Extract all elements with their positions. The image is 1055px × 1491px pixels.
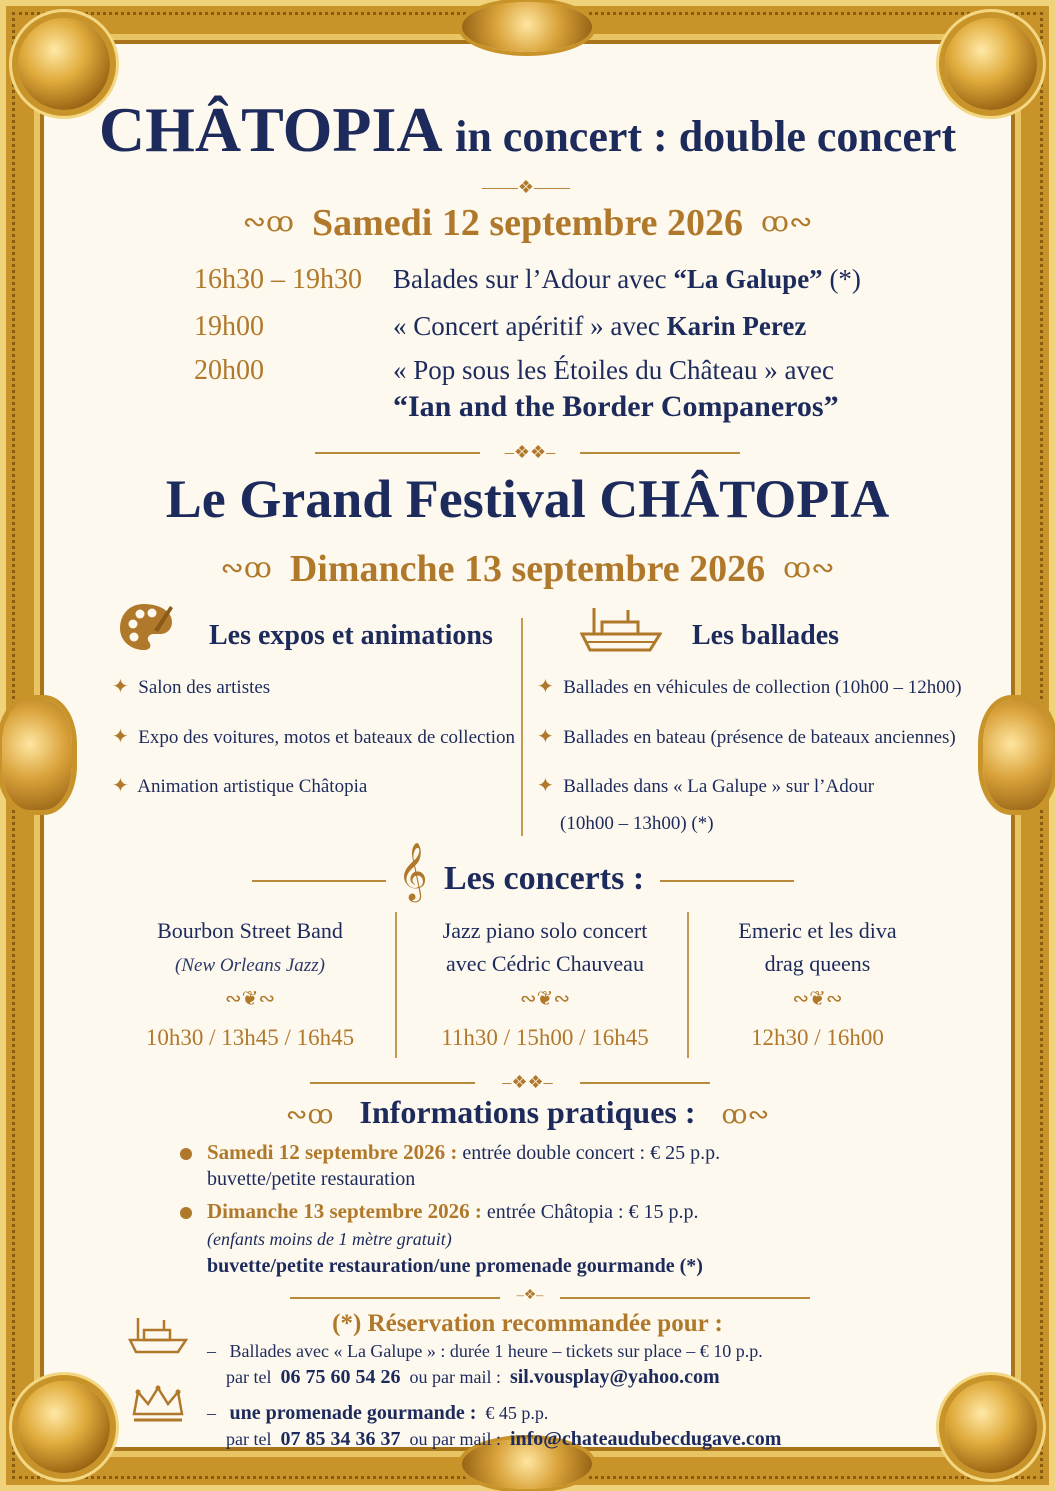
concert-times: 12h30 / 16h00 — [751, 1025, 884, 1050]
divider — [660, 880, 794, 882]
mini-ornament-icon: ∾❦∾ — [519, 988, 571, 1010]
star-bullet-icon: ✦ — [537, 726, 554, 748]
info-sunday-note: (enfants moins de 1 mètre gratuit) — [207, 1229, 452, 1249]
reservation-line: – une promenade gourmande : € 45 p.p. — [207, 1402, 549, 1424]
list-item: ✦ Ballades dans « La Galupe » sur l’Adour — [537, 775, 875, 797]
list-item-continuation: (10h00 – 13h00) (*) — [560, 813, 714, 834]
concert-name: Emeric et les diva drag queens — [738, 918, 897, 976]
mini-ornament-icon: ∾❦∾ — [224, 988, 276, 1010]
star-bullet-icon: ✦ — [112, 676, 129, 698]
divider-ornament-icon: –❖❖– — [480, 443, 580, 461]
concert-name: Jazz piano solo concert avec Cédric Chauveau — [442, 918, 648, 976]
bullet-dot-icon — [180, 1207, 192, 1219]
sunday-date: ∾ꝏ Dimanche 13 septembre 2026 ꝏ∾ — [0, 550, 1055, 588]
title-sub: in concert : double concert — [455, 112, 957, 161]
schedule-time: 16h30 – 19h30 — [194, 264, 362, 295]
treble-clef-icon: 𝄞 — [398, 843, 428, 899]
schedule-text: « Pop sous les Étoiles du Château » avec — [393, 355, 834, 385]
concerts-heading: Les concerts : — [444, 860, 645, 897]
list-item: ✦ Salon des artistes — [112, 676, 271, 698]
schedule-time: 19h00 — [194, 311, 264, 342]
column-divider — [687, 912, 689, 1058]
frame-ornament-icon — [2, 700, 72, 810]
corner-rosette-icon — [945, 18, 1037, 110]
star-bullet-icon: ✦ — [537, 775, 554, 797]
divider-ornament-icon: ——❖—— — [481, 177, 571, 197]
star-bullet-icon: ✦ — [537, 676, 554, 698]
divider-ornament-icon: –❖– — [500, 1289, 560, 1303]
schedule-text: « Concert apéritif » avec Karin Perez — [393, 311, 807, 341]
swirl-icon: ∾ꝏ — [285, 1100, 334, 1129]
swirl-icon: ꝏ∾ — [721, 1100, 770, 1129]
reservation-contact: par tel 06 75 60 54 26 ou par mail : sil.vousplay@yahoo.com — [226, 1366, 720, 1388]
star-bullet-icon: ✦ — [112, 775, 129, 797]
concert-name: Bourbon Street Band (New Orleans Jazz) — [157, 918, 343, 976]
info-saturday: Samedi 12 septembre 2026 : entrée double concert : € 25 p.p. — [207, 1140, 721, 1164]
list-item: ✦ Ballades en bateau (présence de bateaux anciennes) — [537, 726, 956, 748]
column-divider — [395, 912, 397, 1058]
festival-title: Le Grand Festival CHÂTOPIA — [165, 469, 890, 529]
expos-heading: Les expos et animations — [209, 620, 493, 651]
concert-times: 10h30 / 13h45 / 16h45 — [145, 1025, 355, 1050]
reservation-heading: (*) Réservation recommandée pour : — [332, 1310, 723, 1337]
corner-rosette-icon — [18, 1381, 110, 1473]
list-item: ✦ Animation artistique Châtopia — [112, 775, 368, 797]
bullet-dot-icon — [180, 1148, 192, 1160]
swirl-icon: ꝏ∾ — [783, 553, 835, 584]
info-sunday-extra: buvette/petite restauration/une promenade gourmande (*) — [207, 1255, 703, 1277]
reservation-contact: par tel 07 85 34 36 37 ou par mail : info@chateaudubecdugave.com — [226, 1428, 782, 1450]
info-saturday-extra: buvette/petite restauration — [207, 1168, 416, 1190]
info-heading: ∾ꝏ Informations pratiques : ꝏ∾ — [285, 1094, 770, 1130]
frame-ornament-icon — [983, 700, 1053, 810]
info-sunday: Dimanche 13 septembre 2026 : entrée Châtopia : € 15 p.p. — [207, 1199, 699, 1223]
divider-ornament-icon: –❖❖– — [475, 1073, 580, 1091]
list-item: ✦ Ballades en véhicules de collection (10h00 – 12h00) — [537, 676, 962, 698]
star-bullet-icon: ✦ — [112, 726, 129, 748]
corner-rosette-icon — [945, 1381, 1037, 1473]
divider — [252, 880, 386, 882]
title-main: CHÂTOPIA — [98, 94, 440, 165]
crown-icon — [130, 1384, 186, 1424]
saturday-date: ∾ꝏ Samedi 12 septembre 2026 ꝏ∾ — [0, 204, 1055, 242]
list-item: ✦ Expo des voitures, motos et bateaux de collection — [112, 726, 515, 748]
schedule-text-bold: “Ian and the Border Companeros” — [393, 390, 839, 423]
boat-icon — [580, 604, 662, 654]
poster-title — [0, 94, 1055, 165]
swirl-icon: ꝏ∾ — [761, 207, 813, 238]
schedule-time: 20h00 — [194, 355, 264, 386]
swirl-icon: ∾ꝏ — [220, 553, 272, 584]
reservation-line: – Ballades avec « La Galupe » : durée 1 heure – tickets sur place – € 10 p.p. — [207, 1341, 763, 1361]
boat-icon — [128, 1316, 188, 1356]
concert-times: 11h30 / 15h00 / 16h45 — [441, 1025, 649, 1050]
frame-ornament-icon — [462, 2, 592, 52]
ballades-heading: Les ballades — [692, 620, 840, 651]
corner-rosette-icon — [18, 18, 110, 110]
mini-ornament-icon: ∾❦∾ — [792, 988, 843, 1010]
column-divider — [521, 618, 523, 836]
schedule-text: Balades sur l’Adour avec “La Galupe” (*) — [393, 264, 861, 294]
palette-icon — [118, 600, 174, 652]
swirl-icon: ∾ꝏ — [242, 207, 294, 238]
